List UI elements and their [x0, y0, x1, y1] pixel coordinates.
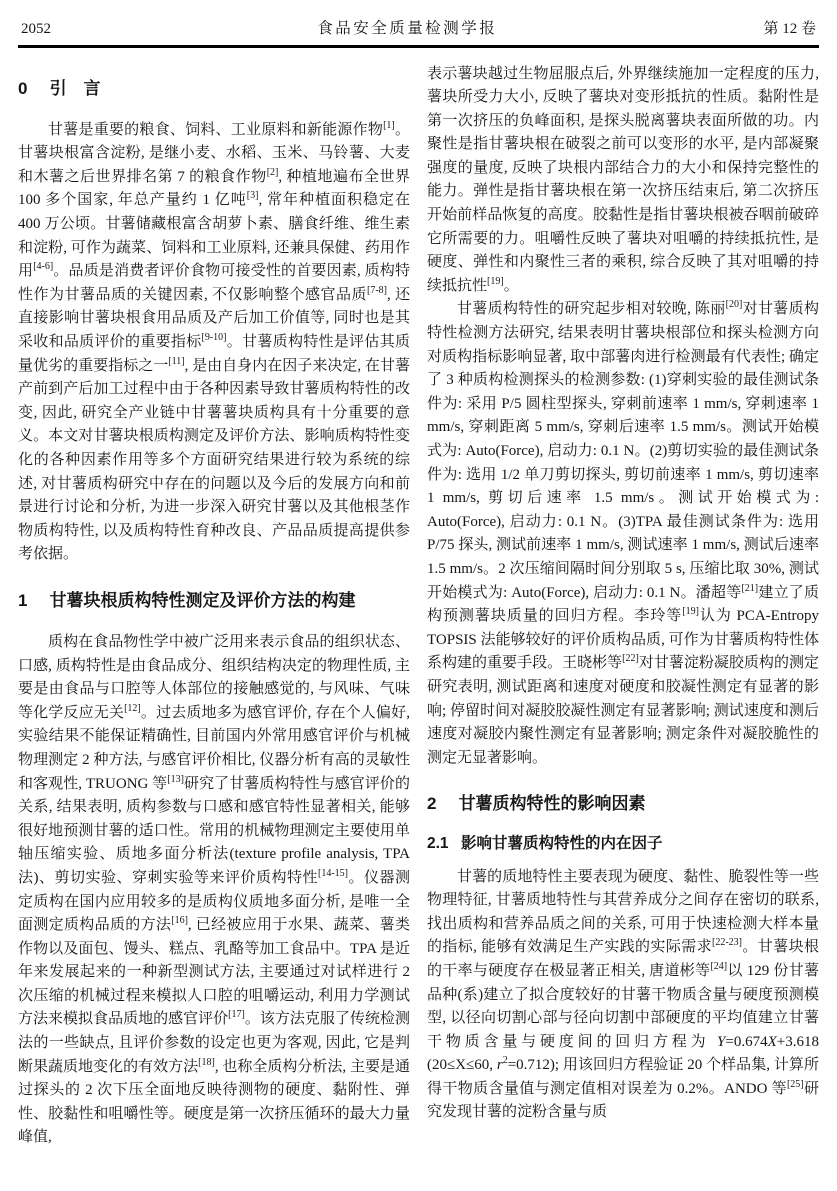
running-head — [18, 14, 819, 38]
paragraph-introduction: 甘薯是重要的粮食、饲料、工业原料和新能源作物[1]。甘薯块根富含淀粉, 是继小麦、水稻、玉米、马铃薯、大麦和木薯之后世界排名第 7 的粮食作物[2], 种植地遍布全世界 100 多个国家, 年总产量约 1 亿吨[3], 常年种植面积稳定在 400 万公顷。甘薯储藏根富含胡萝卜素、膳食纤维、维生素和淀粉, 可作为蔬菜、饲料和工业原料, 还兼具保健、药用作用[4-6]。品质是消费者评价食物可接受性的首要因素, 质构特性作为甘薯品质的关键因素, 不仅影响整个感官品质[7-8], 还直接影响甘薯块根食用品质及产后加工价值等, 同时也是其采收和品质评价的重要指标[9-10]。甘薯质构特性是评估其质量优劣的重要指标之一[11], 是由自身内在因子来决定, 在甘薯产前到产后加工过程中由于各种因素导致甘薯质构特性的改变, 因此, 研究全产业链中甘薯薯块质构具有十分重要的意义。本文对甘薯块根质构测定及评价方法、影响质构特性变化的各种因素作用等多个方面研究结果进行较为系统的综述, 对甘薯质构研究中存在的问题以及今后的发展方向和前景进行讨论和分析, 为进一步深入研究甘薯以及其他根茎作物质构特性, 以及质构特性育种改良、产品品质提高提供参考依据。 — [18, 119, 410, 563]
volume-label: 第 12 卷 — [763, 21, 816, 37]
section-2-1-heading — [427, 834, 819, 854]
section-2-1-title: 影响甘薯质构特性的内在因子 — [460, 835, 663, 853]
right-column — [427, 63, 819, 1151]
journal-title: 食品安全质量检测学报 — [317, 20, 498, 37]
section-2-title: 甘薯质构特性的影响因素 — [458, 794, 646, 814]
section-2-number: 2 — [427, 794, 437, 814]
paragraph-internal-factors: 甘薯的质地特性主要表现为硬度、黏性、脆裂性等一些物理特征, 甘薯质地特性与其营养成分之间存在密切的联系, 找出质构和营养品质之间的关系, 可用于快速检测大样本量的指标, 能够有效满足生产实践的实际需求[22-23]。甘薯块根的干率与硬度存在极显著正相关, 唐道彬等[24]以 129 份甘薯品种(系)建立了拟合度较好的甘薯干物质含量与硬度预测模型, 以径向切割心部与径向切割中部硬度的平均值建立甘薯干物质含量与硬度间的回归方程为 Y=0.674X+3.618 (20≤X≤60, $r^2=0.712$); 用该回归方程验证 20 个样品集, 计算所得干物质含量值与测定值相对误差为 0.2%。ANDO 等[25]研究发现甘薯的淀粉含量与质 — [427, 868, 819, 1121]
paragraph-detection-parameters: 甘薯质构特性的研究起步相对较晚, 陈丽[20]对甘薯质构特性检测方法研究, 结果表明甘薯块根部位和探头检测方向对质构指标影响显著, 取中部薯肉进行检测最有代表性; 确定了 3 种质构检测探头的检测参数: (1)穿刺实验的最佳测试条件为: 采用 P/5 圆柱型探头, 穿刺前速率 1 mm/s, 穿刺速率 1 mm/s, 穿刺距离 5 mm/s, 穿刺后速率 1.5 mm/s。测试开始模式为: Auto(Force), 启动力: 0.1 N。(2)剪切实验的最佳测试条件为: 选用 1/2 单刀剪切探头, 剪切前速率 1 mm/s, 剪切速率 1 mm/s, 剪切后速率 1.5 mm/s。测试开始模式为: Auto(Force), 启动力: 0.1 N。(3)TPA 最佳测试条件为: 选用 P/75 探头, 测试前速率 1 mm/s, 测试速率 1 mm/s, 测试后速率 1.5 mm/s。2 次压缩间隔时间分别取 5 s, 压缩比取 30%, 测试开始模式为: Auto(Force), 启动力: 0.1 N。潘超等[21]建立了质构预测薯块质量的回归方程。李玲等[19]认为 PCA-Entropy TOPSIS 法能够较好的评价质构品质, 可作为甘薯质构特性体系构建的重要手段。王晓彬等[22]对甘薯淀粉凝胶质构的测定研究表明, 测试距离和速度对硬度和胶凝性测定有显著的影响; 停留时间对凝胶胶凝性测定有显著影响; 测试速度和测后速度对凝胶内聚性测定有显著影响; 测定条件对凝胶脆性的测定无显著影响。 — [427, 299, 819, 766]
section-0-number: 0 — [18, 78, 28, 98]
section-1-heading — [18, 590, 410, 612]
section-0-heading — [18, 78, 410, 100]
left-column — [18, 63, 410, 1151]
section-1-number: 1 — [18, 590, 28, 610]
page-number: 2052 — [21, 21, 51, 37]
section-2-1-number: 2.1 — [427, 835, 449, 853]
header-rule — [18, 45, 819, 48]
paragraph-texture-measurement: 质构在食品物性学中被广泛用来表示食品的组织状态、口感, 质构特性是由食品成分、组织结构决定的物理性质, 主要是由食品与口腔等人体部位的接触感觉的, 与风味、气味等化学反应无关[12]。过去质地多为感官评价, 存在个人偏好, 实验结果不能保证精确性, 目前国内外常用感官评价与机械物理测定 2 种方法, 与感官评价相比, 仪器分析有高的灵敏性和客观性, TRUONG 等[13]研究了甘薯质构特性与感官评价的关系, 结果表明, 质构参数与口感和感官特性显著相关, 能够很好地预测甘薯的适口性。常用的机械物理测定主要使用单轴压缩实验、质地多面分析法(texture profile analysis, TPA 法)、剪切实验、穿刺实验等来评价质构特性[14-15]。仪器测定质构在国内应用较多的是质构仪质地多面分析, 是唯一全面测定质构品质的方法[16], 已经被应用于水果、蔬菜、薯类作物以及面包、馒头、糕点、乳酪等加工食品中。TPA 是近年来发展起来的一种新型测试方法, 主要通过对试样进行 2 次压缩的机械过程来模拟人口腔的咀嚼运动, 利用力学测试方法来模拟食品质地的感官评价[17]。该方法克服了传统检测法的一些缺点, 且评价参数的设定也更为客观, 因此, 它是判断果蔬质地变化的有效方法[18], 也称全质构分析法, 主要是通过探头的 2 次下压全面地反映待测物的硬度、黏附性、弹性、胶黏性和咀嚼性等。硬度是第一次挤压循环的最大力量峰值, — [18, 633, 410, 1146]
article-body — [18, 63, 819, 1151]
section-2-heading — [427, 793, 819, 815]
paragraph-texture-measurement-continued: 表示薯块越过生物屈服点后, 外界继续施加一定程度的压力, 薯块所受力大小, 反映了薯块对变形抵抗的性质。黏附性是第一次挤压的负峰面积, 是探头脱离薯块表面所做的功。内聚性是指甘薯块根在破裂之前可以变形的水平, 是内部凝聚强度的量度, 反映了块根内部结合力的大小和保持完整性的能力。弹性是指甘薯块根在第一次挤压结束后, 第二次挤压开始前样品恢复的高度。胶黏性是指甘薯块根被吞咽前破碎它所需要的力。咀嚼性反映了薯块对咀嚼的持续抵抗性, 是硬度、弹性和内聚性三者的乘积, 综合反映了其对咀嚼的持续抵抗性[19]。 — [427, 65, 819, 294]
section-1-title: 甘薯块根质构特性测定及评价方法的构建 — [49, 590, 356, 610]
section-0-title: 引 言 — [49, 78, 101, 98]
